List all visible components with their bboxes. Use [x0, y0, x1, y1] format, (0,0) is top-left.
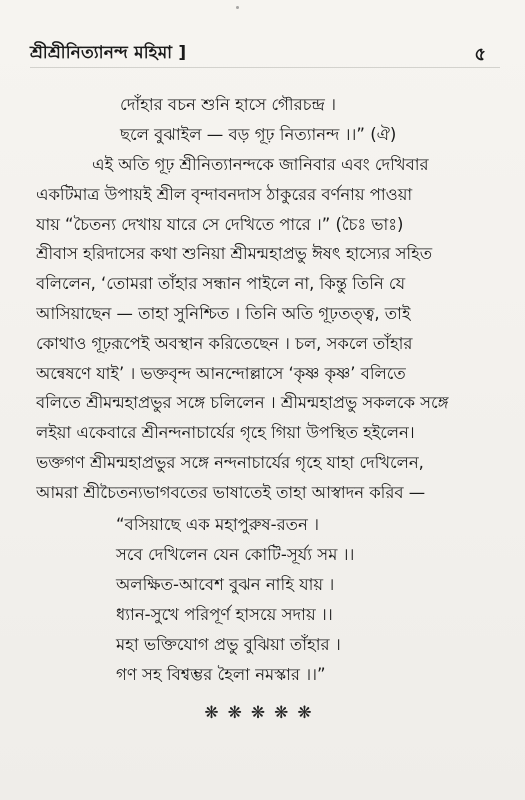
verse-line: মহা ভক্তিযোগ প্রভু বুঝিয়া তাঁহার ।: [116, 635, 341, 654]
running-title: শ্রীশ্রীনিত্যানন্দ মহিমা ]: [30, 43, 187, 63]
paragraph-line: লইয়া একেবারে শ্রীনন্দনাচার্যের গৃহে গিয়া উপস্থিত হইলেন।: [36, 423, 415, 443]
body-paragraph: [36, 150, 498, 508]
paragraph-line: কোথাও গূঢ়রূপেই অবস্থান করিতেছেন । চল, সকলে তাঁহার: [36, 333, 413, 353]
paragraph-line: বলিতে শ্রীমন্মহাপ্রভুর সঙ্গে চলিলেন । শ্রীমন্মহাপ্রভু সকলকে সঙ্গে: [36, 393, 449, 413]
paragraph-line: এই অতি গূঢ় শ্রীনিত্যানন্দকে জানিবার এবং দেখিবার: [92, 155, 429, 174]
paragraph-line: আসিয়াছেন — তাহা সুনিশ্চিত । তিনি অতি গূঢ়তত্ত্ব, তাই: [36, 303, 411, 323]
opening-verse: [120, 90, 396, 150]
section-end-ornament: ❋❋❋❋❋: [204, 703, 321, 723]
verse-line: ধ্যান-সুখে পরিপূর্ণ হাসয়ে সদায় ।।: [116, 605, 333, 624]
paragraph-line: আমরা শ্রীচৈতন্যভাগবতের ভাষাতেই তাহা আস্বাদন করিব —: [36, 482, 426, 502]
page-number: ৫: [474, 44, 486, 65]
paragraph-line: শ্রীবাস হরিদাসের কথা শুনিয়া শ্রীমন্মহাপ্রভু ঈষৎ হাস্যের সহিত: [36, 244, 432, 264]
paragraph-line: যায় “চৈতন্য দেখায় যারে সে দেখিতে পারে ।” (চৈঃ ভাঃ): [36, 214, 404, 234]
verse-line: ছলে বুঝাইল — বড় গূঢ় নিত্যানন্দ ।।” (ঐ): [120, 125, 397, 144]
header-rule: [30, 67, 500, 68]
verse-line: দোঁহার বচন শুনি হাসে গৌরচন্দ্র ।: [120, 95, 337, 114]
verse-line: গণ সহ বিশ্বম্ভর হৈলা নমস্কার ।।”: [116, 665, 326, 684]
scan-speck: [236, 6, 239, 9]
verse-line: অলক্ষিত-আবেশ বুঝন নাহি যায় ।: [116, 575, 335, 594]
verse-line: “বসিয়াছে এক মহাপুরুষ-রতন ।: [116, 515, 320, 534]
verse-line: সবে দেখিলেন যেন কোটি-সূর্য্য সম ।।: [116, 545, 355, 564]
paragraph-line: একটিমাত্র উপায়ই শ্রীল বৃন্দাবনদাস ঠাকুরের বর্ণনায় পাওয়া: [36, 184, 413, 204]
paragraph-line: অন্বেষণে যাই’ । ভক্তবৃন্দ আনন্দোল্লাসে ‘কৃষ্ণ কৃষ্ণ’ বলিতে: [36, 363, 406, 383]
quoted-verse: [116, 510, 354, 690]
paragraph-line: ভক্তগণ শ্রীমন্মহাপ্রভুর সঙ্গে নন্দনাচার্যের গৃহে যাহা দেখিলেন,: [36, 452, 424, 472]
paragraph-line: বলিলেন, ‘তোমরা তাঁহার সন্ধান পাইলে না, কিন্তু তিনি যে: [36, 274, 406, 294]
running-header: [30, 40, 500, 70]
